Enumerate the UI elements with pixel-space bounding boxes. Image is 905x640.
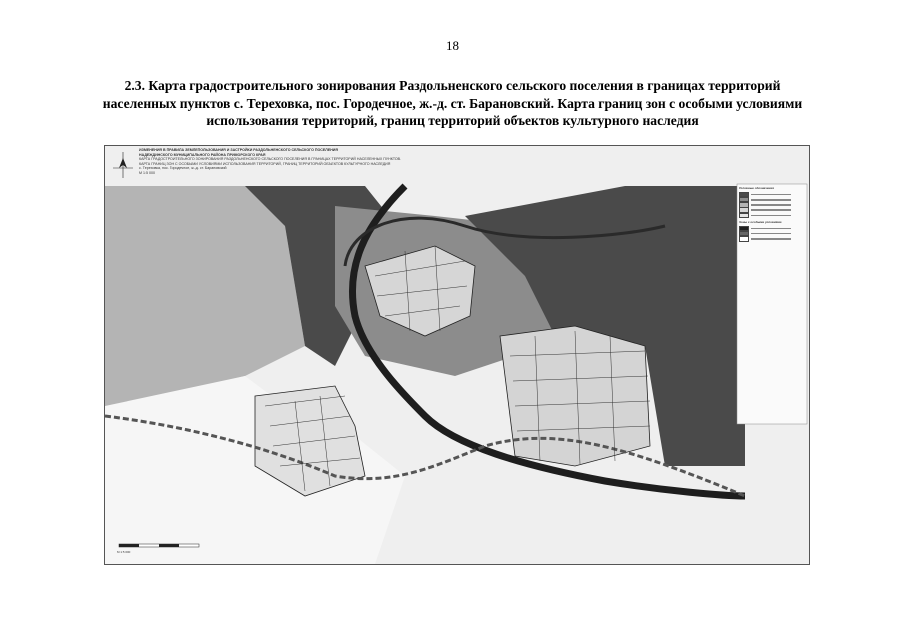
legend-line [751,209,791,211]
map-header-line-6: М 1:5 000 [139,170,155,175]
section-heading [60,77,845,130]
scale-label: М 1:5 000 [117,550,131,554]
map-drawing [105,146,809,564]
legend-line [751,215,791,217]
page-number: 18 [446,38,459,53]
legend-line [751,204,791,206]
zoning-map [104,145,810,565]
map-header-line-3: КАРТА ГРАДОСТРОИТЕЛЬНОГО ЗОНИРОВАНИЯ РАЗДОЛЬНЕНСКОГО СЕЛЬСКОГО ПОСЕЛЕНИЯ В ГРАНИЦАХ ТЕРРИТОРИЙ НАСЕЛЕННЫХ ПУНКТОВ. [139,157,402,162]
legend-line [751,228,791,230]
legend-swatch [739,213,749,218]
legend-line [751,238,791,240]
settlement-baranovsky [500,326,650,466]
map-header-line-1: ИЗМЕНЕНИЯ В ПРАВИЛА ЗЕМЛЕПОЛЬЗОВАНИЯ И ЗАСТРОЙКИ РАЗДОЛЬНЕНСКОГО СЕЛЬСКОГО ПОСЕЛЕНИЯ [139,148,338,152]
legend-line [751,194,791,196]
map-header-line-4: КАРТА ГРАНИЦ ЗОН С ОСОБЫМИ УСЛОВИЯМИ ИСПОЛЬЗОВАНИЯ ТЕРРИТОРИЙ, ГРАНИЦ ТЕРРИТОРИЙ ОБЪЕКТОВ КУЛЬТУРНОГО НАСЛЕДИЯ [139,161,391,166]
legend-line [751,233,791,235]
legend-line [751,199,791,201]
map-header-line-2: НАДЕЖДИНСКОГО МУНИЦИПАЛЬНОГО РАЙОНА ПРИМОРСКОГО КРАЯ [139,152,266,157]
map-header [139,148,439,176]
legend-title: Условные обозначения [739,186,774,190]
heading-line-1: 2.3. Карта градостроительного зонирования Раздольненского сельского поселения в границах территорий [124,78,781,93]
heading-line-3: использования территорий, границ территорий объектов культурного наследия [206,113,699,128]
legend-swatch [739,236,749,241]
scale-bar-icon [119,544,199,547]
map-header-line-5: с. Тереховка, пос. Городечное, ж.-д. ст. Барановский [139,166,227,171]
legend-title-zones: Зоны с особыми условиями [739,219,782,224]
legend-row [739,236,805,241]
heading-line-2: населенных пунктов с. Тереховка, пос. Городечное, ж.-д. ст. Барановский. Карта границ зон с особыми условиями [102,95,803,111]
map-legend [739,184,805,242]
legend-row [739,213,805,218]
